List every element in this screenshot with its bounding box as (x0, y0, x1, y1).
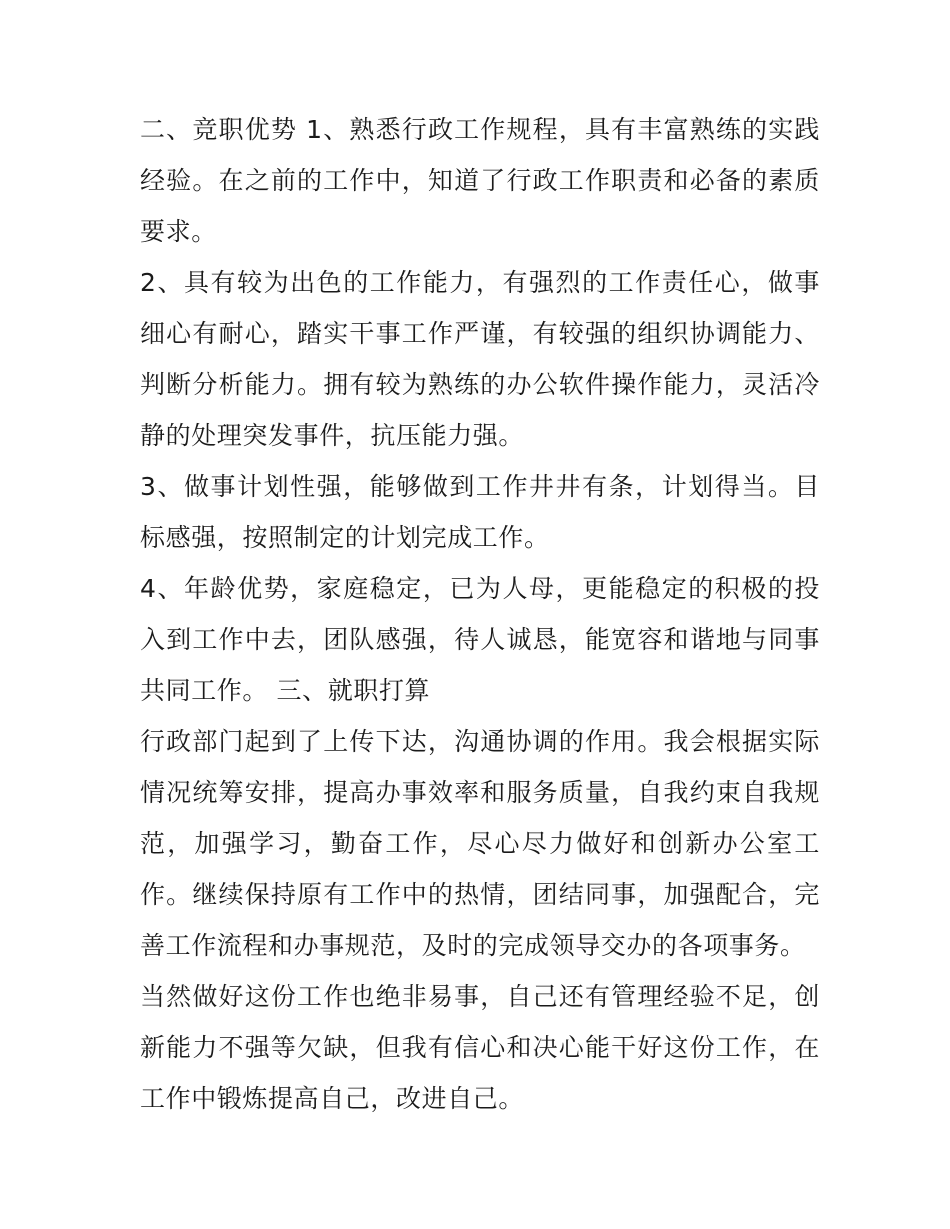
paragraph-work-plan: 行政部门起到了上传下达，沟通协调的作用。我会根据实际情况统筹安排，提高办事效率和服务质量，自我约束自我规范，加强学习，勤奋工作，尽心尽力做好和创新办公室工作。继续保持原有工作中的热情，团结同事，加强配合，完善工作流程和办事规范，及时的完成领导交办的各项事务。 (140, 727, 820, 960)
paragraph-competitive-advantage-4: 4、年龄优势，家庭稳定，已为人母，更能稳定的积极的投入到工作中去，团队感强，待人诚恳，能宽容和谐地与同事共同工作。 三、就职打算 (140, 574, 820, 705)
paragraph-competitive-advantage-3: 3、做事计划性强，能够做到工作井井有条，计划得当。目标感强，按照制定的计划完成工作。 (140, 472, 820, 552)
paragraph-conclusion: 当然做好这份工作也绝非易事，自己还有管理经验不足，创新能力不强等欠缺，但我有信心和决心能干好这份工作，在工作中锻炼提高自己，改进自己。 (140, 982, 820, 1113)
paragraph-competitive-advantage-1: 二、竞职优势 1、熟悉行政工作规程，具有丰富熟练的实践经验。在之前的工作中，知道了行政工作职责和必备的素质要求。 (140, 115, 820, 246)
document-body (140, 104, 820, 1124)
paragraph-competitive-advantage-2: 2、具有较为出色的工作能力，有强烈的工作责任心，做事细心有耐心，踏实干事工作严谨，有较强的组织协调能力、判断分析能力。拥有较为熟练的办公软件操作能力，灵活冷静的处理突发事件，抗压能力强。 (140, 268, 820, 450)
